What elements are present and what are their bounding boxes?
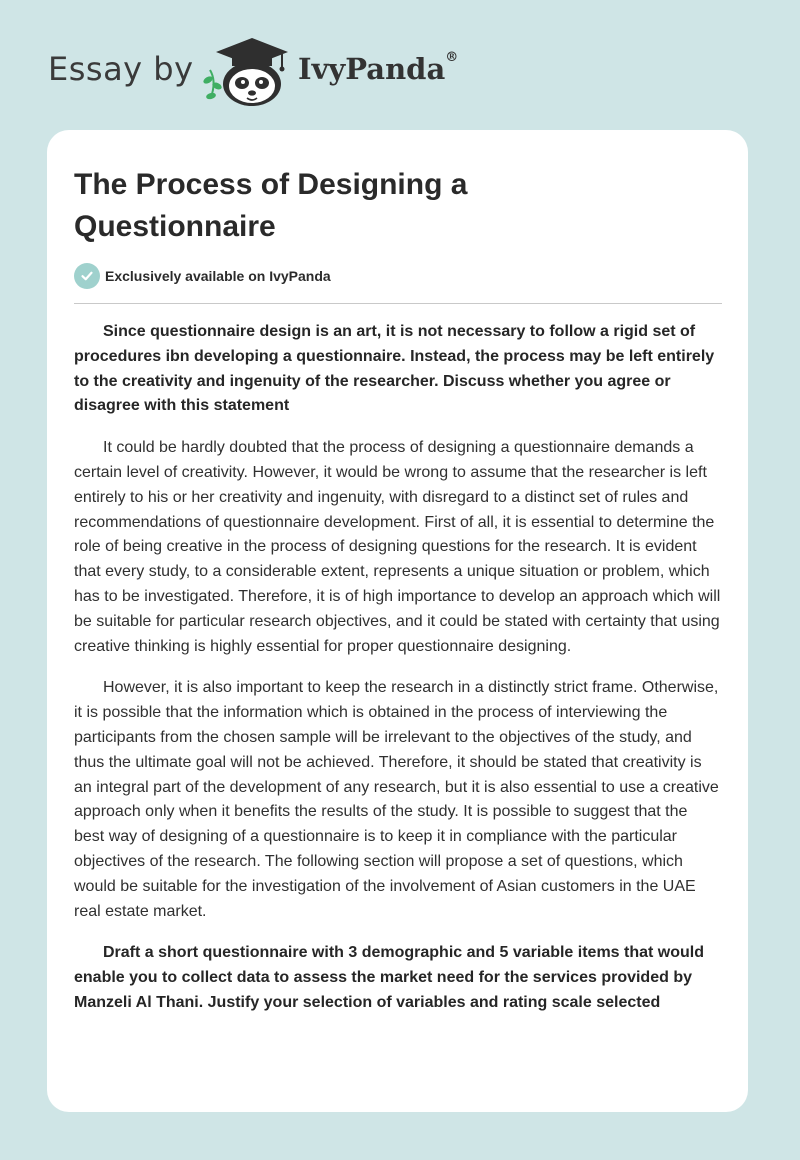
essay-body [74, 320, 722, 1033]
essay-card [47, 130, 748, 1112]
body-paragraph: It could be hardly doubted that the process of designing a questionnaire demands a certain level of creativity. However, it would be wrong to assume that the researcher is left entirely to his or her creativity and ingenuity, with disregard to a distinct set of rules and recommendations of questionnaire development. First of all, it is essential to determine the role of being creative in the process of designing questions for the research. It is evident that every study, to a considerable extent, represents a unique situation or problem, which has to be investigated. Therefore, it is of high importance to develop an approach which will be suitable for particular research objectives, and it could be stated with certainty that using creative thinking is highly essential for proper questionnaire designing. [74, 439, 721, 655]
page-title: The Process of Designing a Questionnaire [74, 168, 468, 243]
exclusive-label: Exclusively available on IvyPanda [105, 268, 331, 284]
body-paragraph: However, it is also important to keep the research in a distinctly strict frame. Otherwise, it is possible that the information which is obtained in the process of interviewing the participants from the chosen sample will be irrelevant to the objectives of the study, and thus the ultimate goal will not be achieved. Therefore, it should be stated that creativity is an integral part of the development of any research, but it is also essential to use a creative approach only when it benefits the results of the study. It is possible to suggest that the best way of designing of a questionnaire is to keep it in compliance with the particular objectives of the research. The following section will propose a set of questions, which would be suitable for the investigation of the involvement of Asian customers in the UAE real estate market. [74, 679, 719, 920]
check-icon [74, 263, 100, 289]
brand-name[interactable]: IvyPanda® [298, 50, 459, 86]
site-header [0, 0, 800, 128]
question-paragraph: Since questionnaire design is an art, it is not necessary to follow a rigid set of procedures ibn developing a questionnaire. Instead, the process may be left entirely to the creativity and ingenuity of the researcher. Discuss whether you agree or disagree with this statement [74, 323, 715, 415]
panda-logo-icon[interactable] [202, 36, 294, 108]
question-paragraph: Draft a short questionnaire with 3 demographic and 5 variable items that would enable you to collect data to assess the market need for the services provided by Manzeli Al Thani. Justify your selection of variables and rating scale selected [74, 944, 704, 1011]
exclusive-badge [74, 263, 331, 289]
leaf-icon [202, 70, 223, 100]
essay-by-label: Essay by [48, 50, 194, 88]
divider [74, 303, 722, 304]
